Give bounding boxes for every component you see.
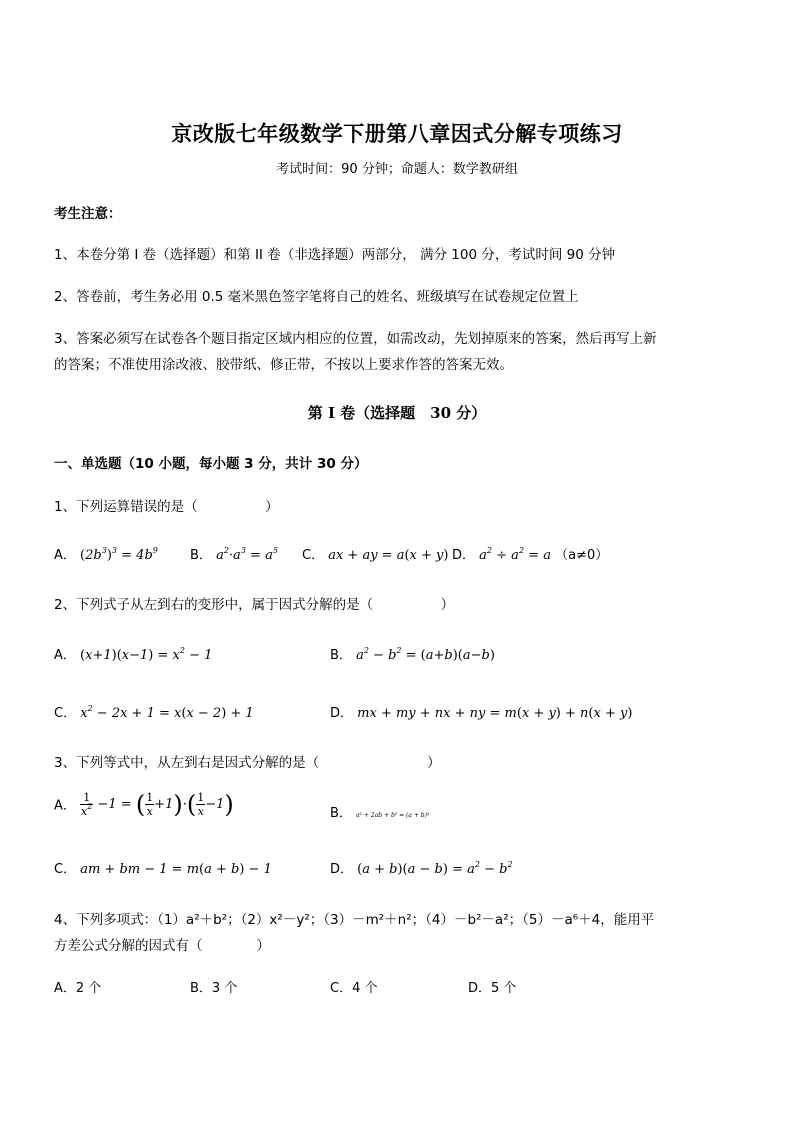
- q1-option-d-label: D．: [452, 548, 476, 563]
- q2-option-d-expr: mx + my + nx + ny = m(x + y) + n(x + y): [357, 706, 633, 721]
- q1-option-d-expr: $a^2 \div a^2 = a$: [479, 546, 551, 563]
- q4-option-a[interactable]: [54, 977, 101, 996]
- q4-option-b-label: B．: [190, 981, 212, 996]
- notice-item-2: 2、答卷前，考生务必用 0.5 毫米黑色签字笔将自己的姓名、班级填写在试卷规定位置上: [54, 289, 579, 305]
- q2-option-b-expr: $a^2 - b^2 = (a+b)(a-b)$: [356, 646, 495, 663]
- q4-option-a-text: 2 个: [75, 981, 102, 996]
- q4-option-b[interactable]: [190, 977, 237, 996]
- question-4-stem-line1: 4、下列多项式：（1）a²＋b²；（2）x²－y²；（3）－m²＋n²；（4）－b²－a²；（5）－a⁶＋4，能用平: [54, 912, 655, 928]
- notice-item-1: 1、本卷分第 I 卷（选择题）和第 II 卷（非选择题）两部分， 满分 100 分，考试时间 90 分钟: [54, 247, 616, 263]
- q3-option-a-expr: $\frac{1}{x^2}$ −1 = ( $\frac{1}{x}$ +1)·( $\frac{1}{x}$ −1): [81, 790, 234, 818]
- q3-option-a-label: A．: [54, 798, 76, 814]
- part-title: 一、单选题（10 小题，每小题 3 分，共计 30 分）: [54, 456, 368, 472]
- q2-option-d-label: D．: [330, 706, 354, 721]
- question-4-stem-line2: 方差公式分解的因式有（ ）: [54, 938, 270, 954]
- q4-option-c-label: C．: [330, 981, 353, 996]
- q1-option-b[interactable]: [190, 544, 278, 563]
- q2-option-b-label: B．: [330, 648, 352, 663]
- page-subtitle: 考试时间：90 分钟；命题人：数学教研组: [276, 162, 518, 177]
- question-2-stem: 2、下列式子从左到右的变形中，属于因式分解的是（ ）: [54, 597, 455, 613]
- q1-option-c-expr: ax + ay = a(x + y): [328, 548, 449, 563]
- q1-option-b-label: B．: [190, 548, 212, 563]
- q2-option-a-label: A．: [54, 648, 76, 663]
- q4-option-d[interactable]: [468, 977, 516, 996]
- q4-option-a-label: A．: [54, 981, 76, 996]
- page-title: 京改版七年级数学下册第八章因式分解专项练习: [171, 121, 623, 146]
- q2-option-a[interactable]: [54, 644, 212, 663]
- q3-option-b[interactable]: [330, 802, 429, 821]
- q2-option-c-label: C．: [54, 706, 77, 721]
- q1-option-a-expr: $(2b^3)^3 = 4b^9$: [80, 546, 158, 563]
- q1-option-c-label: C．: [302, 548, 325, 563]
- q3-option-a[interactable]: [54, 790, 234, 818]
- q1-option-d[interactable]: [452, 544, 608, 563]
- q4-option-b-text: 3 个: [211, 981, 238, 996]
- q3-option-b-expr: a² + 2ab + b² = (a + b)²: [356, 812, 430, 819]
- q3-option-c[interactable]: [54, 858, 272, 877]
- q3-option-c-label: C．: [54, 862, 77, 877]
- q1-option-c[interactable]: [302, 544, 448, 563]
- q1-option-a[interactable]: [54, 544, 158, 563]
- q2-option-d[interactable]: [330, 702, 632, 721]
- q2-option-a-expr: $(x+1)(x-1) = x^2 - 1$: [80, 646, 213, 663]
- q3-option-d-expr: $(a + b)(a - b) = a^2 - b^2$: [357, 860, 513, 877]
- q4-option-c[interactable]: [330, 977, 377, 996]
- q4-option-d-text: 5 个: [491, 981, 517, 996]
- section-title: 第 I 卷（选择题 30 分）: [307, 404, 487, 422]
- q2-option-c-expr: $x^2 - 2x + 1 = x(x - 2) + 1$: [80, 704, 254, 721]
- notice-heading: 考生注意：: [54, 206, 122, 222]
- q4-option-c-text: 4 个: [352, 981, 378, 996]
- q3-option-d[interactable]: [330, 858, 513, 877]
- q3-option-c-expr: am + bm − 1 = m(a + b) − 1: [80, 862, 272, 877]
- q1-option-d-cond: （a≠0）: [555, 548, 609, 563]
- question-1-stem: 1、下列运算错误的是（ ）: [54, 499, 279, 515]
- q1-option-a-label: A．: [54, 548, 76, 563]
- question-3-stem: 3、下列等式中，从左到右是因式分解的是（ ）: [54, 755, 441, 771]
- q3-option-b-label: B．: [330, 806, 352, 821]
- notice-item-3-cont: 的答案；不准使用涂改液、胶带纸、修正带，不按以上要求作答的答案无效。: [54, 357, 513, 373]
- q2-option-b[interactable]: [330, 644, 495, 663]
- q1-option-b-expr: $a^2\cdot a^3 = a^5$: [216, 546, 278, 563]
- q4-option-d-label: D．: [468, 981, 492, 996]
- notice-item-3: 3、答案必须写在试卷各个题目指定区域内相应的位置，如需改动，先划掉原来的答案，然后再写上新: [54, 331, 657, 347]
- q3-option-d-label: D．: [330, 862, 354, 877]
- q2-option-c[interactable]: [54, 702, 254, 721]
